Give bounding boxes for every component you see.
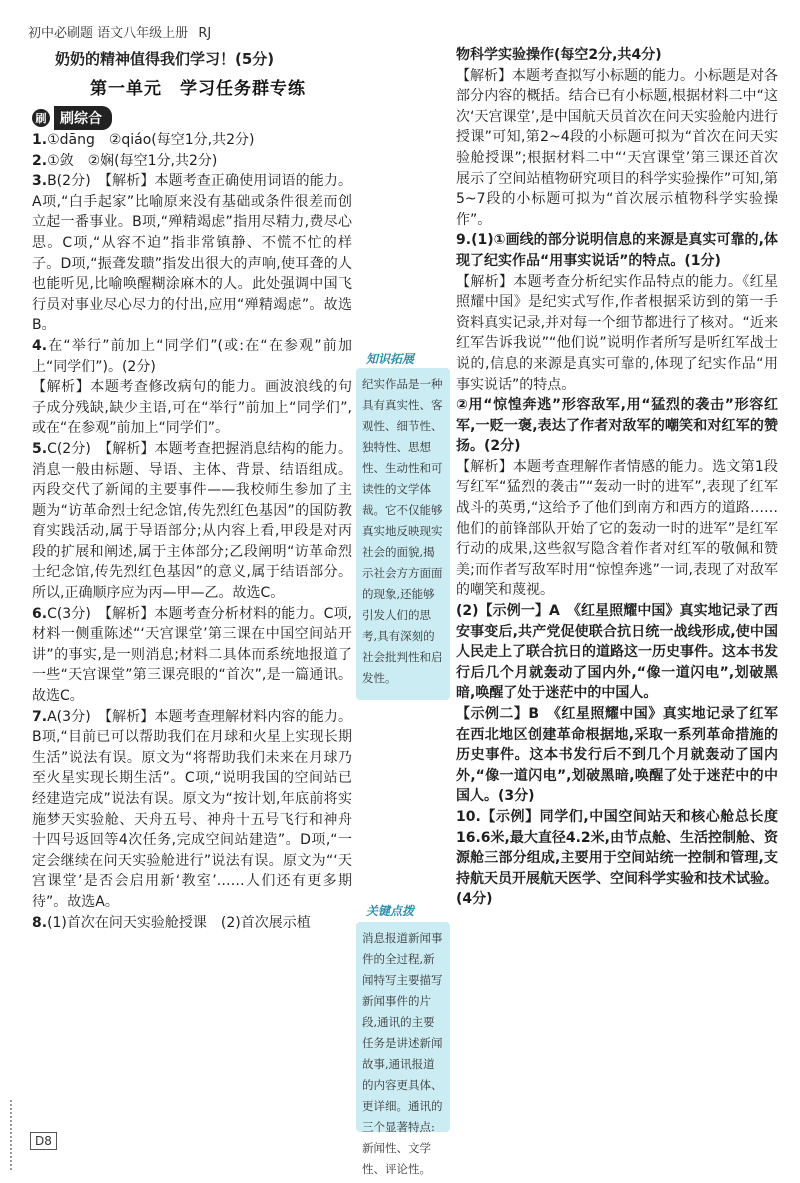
answer-text: 【示例】同学们,中国空间站天和核心舱总长度16.6米,最大直径4.2米,由节点舱、生活控制舱、资源舱三部分组成,主要用于空间站统一控制和管理,支持航天员开展航天医学、空间科学实验和技术试验。(4分) (456, 808, 778, 908)
right-column (456, 45, 778, 910)
question-number: 8. (32, 914, 48, 931)
answer-paragraph (32, 377, 352, 439)
answer-paragraph (32, 913, 352, 934)
question-number: 4. (32, 337, 48, 354)
answer-paragraph (456, 457, 778, 601)
question-number: 3. (32, 173, 48, 190)
answer-text: 【解析】本题考查拟写小标题的能力。小标题是对各部分内容的概括。结合已有小标题,根据材料二中“这次‘天宫课堂’,是中国航天员首次在问天实验舱内进行授课”可知,第2~4段的小标题可拟为“首次在问天实验舱授课”;根据材料二中“‘天宫课堂’第三课还首次展示了空间站植物研究项目的科学实验操作”可知,第5~7段的小标题可拟为“首次展示植物科学实验操作”。 (456, 67, 778, 228)
question-number: 9. (456, 232, 472, 249)
answer-paragraph (32, 707, 352, 913)
key-point-note: 消息报道新闻事件的全过程,新闻特写主要描写新闻事件的片段,通讯的主要任务是讲述新闻故事,通讯报道的内容更具体、更详细。通讯的三个显著特点:新闻性、文学性、评论性。 (356, 922, 450, 1132)
unit-title: 第一单元 学习任务群专练 (90, 79, 306, 99)
question-number: 5. (32, 440, 48, 457)
edition-label: RJ (198, 26, 212, 41)
subject-name: 语文八年级上册 (97, 26, 189, 41)
answer-text: A(3分) 【解析】本题考查理解材料内容的能力。B项,“目前已可以帮助我们在月球和火星上实现长期生活”说法有误。原文为“将帮助我们未来在月球乃至火星实现长期生活”。C项,“说明我国的空间站已经建造完成”说法有误。原文为“按计划,年底前将实施梦天实验舱、天舟五号、神舟十五号飞行和神舟十四号返回等4次任务,完成空间站建造”。D项,“一定会继续在问天实验舱进行”说法有误。原文为“‘天宫课堂’是否会启用新‘教室’……人们还有更多期待”。故选A。 (32, 708, 352, 910)
answer-paragraph (456, 395, 778, 457)
answer-paragraph (456, 807, 778, 910)
series-name: 初中必刷题 (28, 26, 94, 41)
answer-text: C(3分) 【解析】本题考查分析材料的能力。C项,材料一侧重陈述“‘天宫课堂’第三课在中国空间站开讲”的事实,是一则消息;材料二具体而系统地报道了一些“天宫课堂”第三课亮眼的“首次”,是一篇通讯。故选C。 (32, 605, 352, 705)
question-number: 7. (32, 708, 48, 725)
answer-text: 【示例二】B 《红星照耀中国》真实地记录了红军在西北地区创建革命根据地,采取一系列革命措施的历史事件。这本书发行后不到几个月就轰动了国内外,“像一道闪电”,划破黑暗,唤醒了处于迷茫中的中国人。(3分) (456, 706, 778, 805)
answer-text: ①敛 ②娴(每空1分,共2分) (47, 152, 218, 169)
answer-paragraph (32, 171, 352, 336)
answer-text: ②用“惊惶奔逃”形容敌军,用“猛烈的袭击”形容红军,一贬一褒,表达了作者对敌军的嘲笑和对红军的赞扬。(2分) (456, 397, 778, 455)
brush-icon: 刷 (32, 109, 50, 127)
answer-paragraph (32, 151, 352, 172)
knowledge-extension-note: 纪实作品是一种具有真实性、客观性、细节性、独特性、思想性、生动性和可读性的文学体裁。它不仅能够真实地反映现实社会的面貌,揭示社会方方面面的现象,还能够引发人们的思考,具有深刻的社会批判性和启发性。 (356, 368, 450, 700)
answer-paragraph (32, 604, 352, 707)
key-point-label: 关键点拨 (366, 904, 415, 918)
answer-text: ①dāng ②qiáo(每空1分,共2分) (47, 132, 255, 148)
answer-paragraph (456, 45, 778, 66)
knowledge-extension-label: 知识拓展 (366, 352, 415, 366)
answer-text: (1)①画线的部分说明信息的来源是真实可靠的,体现了纪实作品“用事实说话”的特点。(1分) (456, 232, 778, 269)
page-number: D8 (30, 1132, 57, 1150)
answer-text: 物科学实验操作(每空2分,共4分) (456, 47, 662, 63)
answer-paragraph (456, 601, 778, 704)
answer-paragraph (456, 272, 778, 396)
answer-paragraph (32, 130, 352, 151)
section-badge (32, 106, 112, 130)
answer-text: 在“举行”前加上“同学们”(或:在“在参观”前加上“同学们”)。(2分) (32, 337, 352, 375)
answer-text: B(2分) 【解析】本题考查正确使用词语的能力。A项,“白手起家”比喻原来没有基础或条件很差而创立起一番事业。B项,“殚精竭虑”指用尽精力,费尽心思。C项,“从容不迫”指非常镇静、不慌不忙的样子。D项,“振聋发聩”指发出很大的声响,使耳聋的人也能听见,比喻唤醒糊涂麻木的人。此处强调中国飞行员对事业尽心尽力的付出,应用“殚精竭虑”。故选B。 (32, 173, 352, 334)
answer-paragraph (32, 336, 352, 377)
answer-text: (1)首次在问天实验舱授课 (2)首次展示植 (47, 914, 311, 931)
answer-text: 【解析】本题考查分析纪实作品特点的能力。《红星照耀中国》是纪实式写作,作者根据采访到的第一手资料真实记录,并对每一个细节都进行了核对。“近来红军告诉我说”“他们说”说明作者所写是听红军战士说的,信息的来源是真实可靠的,体现了纪实作品“用事实说话”的特点。 (456, 273, 778, 393)
question-number: 2. (32, 152, 48, 169)
answer-text: 【解析】本题考查修改病句的能力。画波浪线的句子成分残缺,缺少主语,可在“举行”前加上“同学们”,或在“在参观”前加上“同学们”。 (32, 379, 352, 437)
answer-text: (2)【示例一】A 《红星照耀中国》真实地记录了西安事变后,共产党促使联合抗日统一战线形成,使中国人民走上了联合抗日的道路这一历史事件。这本书发行后几个月就轰动了国内外,“像一道闪电”,划破黑暗,唤醒了处于迷茫中的中国人。 (456, 603, 778, 702)
carryover-answer: 奶奶的精神值得我们学习！(5分) (55, 50, 275, 68)
answer-paragraph (32, 439, 352, 604)
answer-paragraph (456, 704, 778, 807)
question-number: 1. (32, 132, 48, 148)
left-column (32, 130, 352, 933)
answer-text: 【解析】本题考查理解作者情感的能力。选文第1段写红军“猛烈的袭击”“轰动一时的进军”,表现了红军战斗的英勇,“这给予了他们到南方和西方的道路……他们的前锋部队开始了它的轰动一时的进军”是红军行动的成果,这些叙写隐含着作者对红军的敬佩和赞美;而作者写敌军时用“惊惶奔逃”一词,表现了对敌军的嘲笑和蔑视。 (456, 458, 778, 599)
question-number: 10. (456, 808, 481, 825)
answer-text: C(2分) 【解析】本题考查把握消息结构的能力。消息一般由标题、导语、主体、背景、结语组成。丙段交代了新闻的主要事件——我校师生参加了主题为“访革命烈士纪念馆,传先烈红色基因”的国防教育实践活动,属于导语部分;从内容上看,甲段是对丙段的扩展和阐述,属于主体部分;乙段阐明“访革命烈士纪念馆,传先烈红色基因”的意义,属于结语部分。所以,正确顺序应为丙—甲—乙。故选C。 (32, 440, 352, 602)
section-badge-label: 刷综合 (54, 106, 112, 130)
question-number: 6. (32, 605, 48, 622)
answer-paragraph (456, 66, 778, 231)
page-header (28, 22, 211, 41)
answer-paragraph (456, 230, 778, 271)
page-edge-dots (10, 1100, 26, 1170)
